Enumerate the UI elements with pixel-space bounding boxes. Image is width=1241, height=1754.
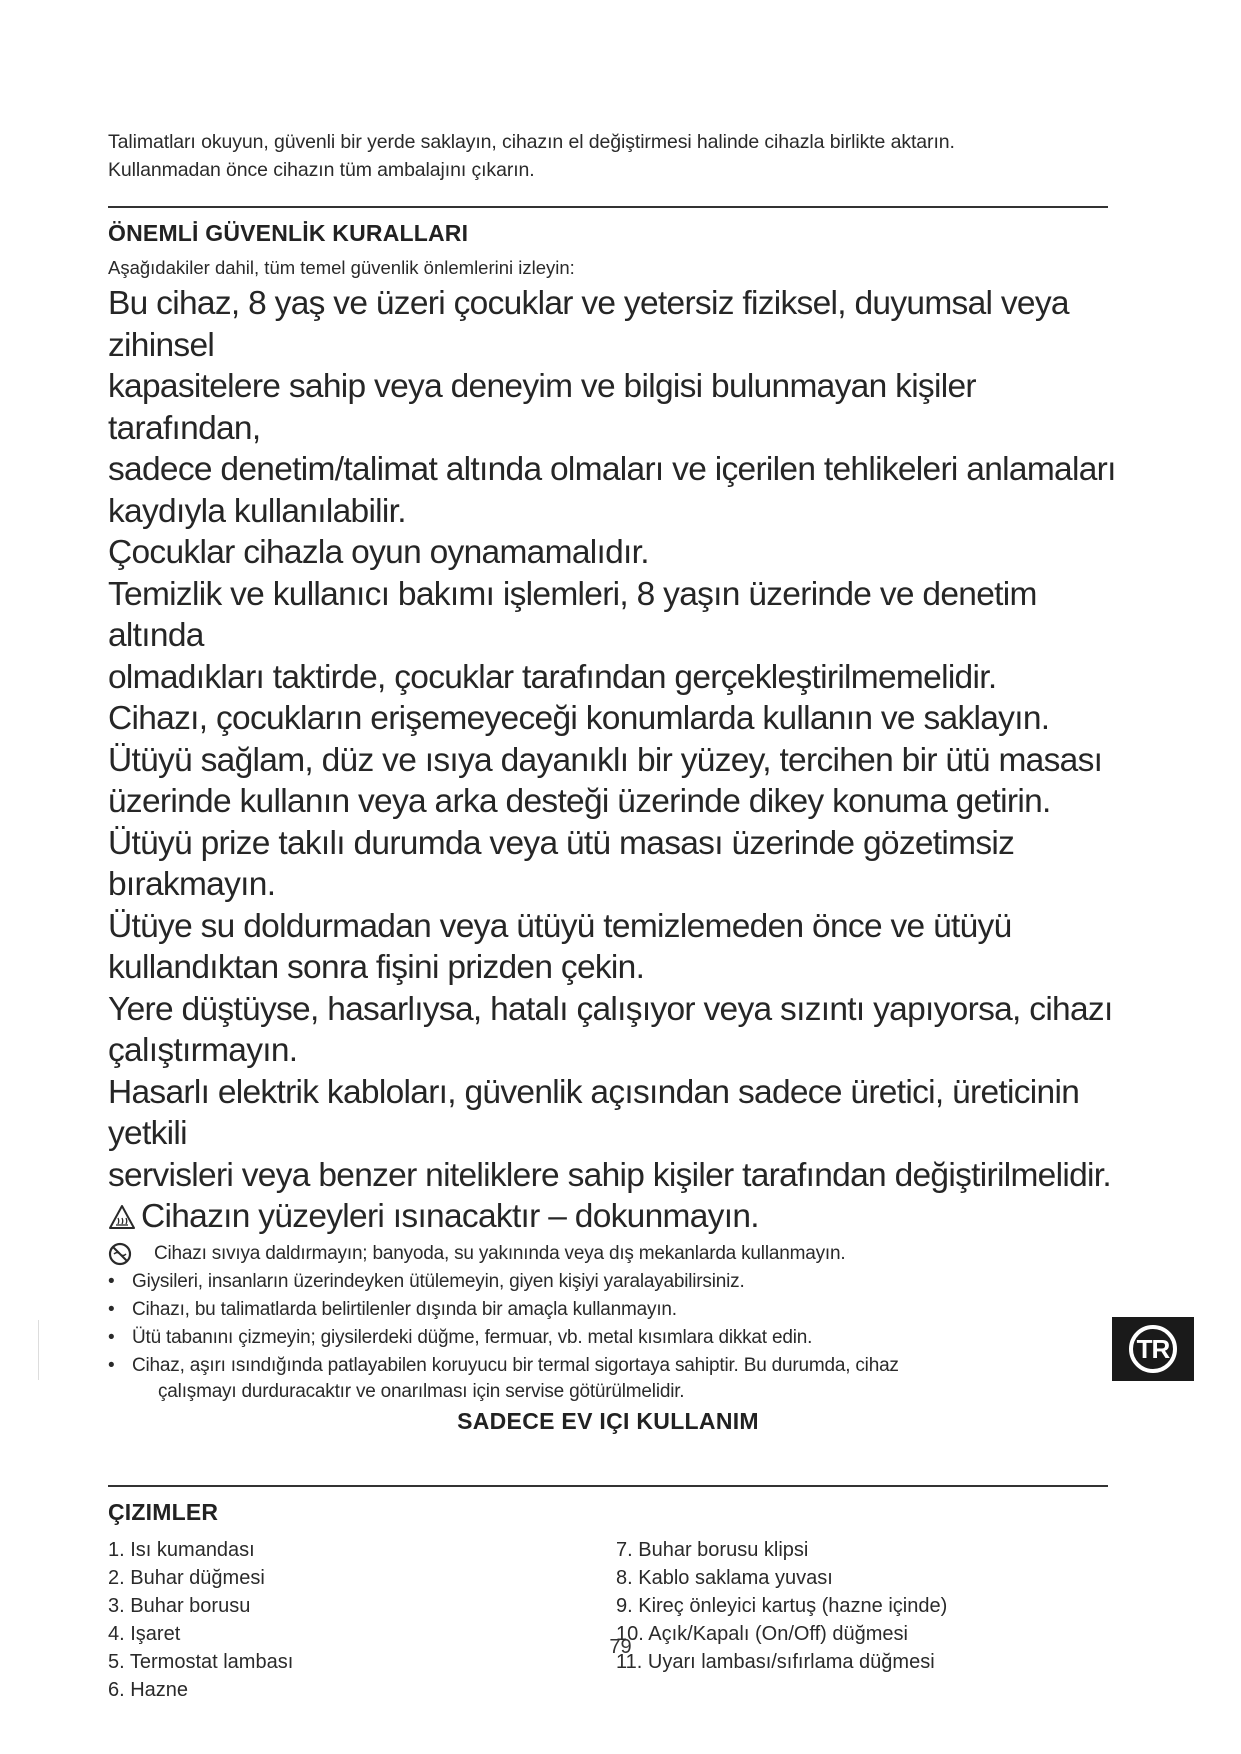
part-item: 4. Işaret <box>108 1622 181 1645</box>
safety-heading: ÖNEMLİ GÜVENLİK KURALLARI <box>108 220 469 246</box>
list-item-text: Cihaz, aşırı ısındığında patlayabilen koruyucu bir termal sigortaya sahiptir. Bu durumda, cihaz <box>132 1354 899 1376</box>
no-immersion-item <box>108 1240 1118 1268</box>
part-item: 3. Buhar borusu <box>108 1594 251 1617</box>
part-item: 8. Kablo saklama yuvası <box>616 1566 833 1589</box>
rule-line: bırakmayın. <box>108 866 276 903</box>
rule-line: kaydıyla kullanılabilir. <box>108 492 406 530</box>
no-water-icon <box>108 1240 154 1268</box>
rule-line: Bu cihaz, 8 yaş ve üzeri çocuklar ve yetersiz fiziksel, duyumsal veya zihinsel <box>108 285 1069 364</box>
list-item <box>108 1352 1118 1380</box>
part-item: 11. Uyarı lambası/sıfırlama düğmesi <box>616 1650 935 1673</box>
rule-line: Temizlik ve kullanıcı bakımı işlemleri, 8 yaşın üzerinde ve denetim altında <box>108 575 1037 654</box>
intro <box>108 128 1118 184</box>
page-number: 79 <box>609 1636 632 1658</box>
list-item <box>108 1268 1118 1296</box>
part-item: 5. Termostat lambası <box>108 1650 294 1673</box>
language-code: TR <box>1129 1325 1177 1373</box>
bullet: • <box>108 1270 115 1292</box>
rule-line: üzerinde kullanın veya arka desteği üzerinde dikey konuma getirin. <box>108 783 1051 820</box>
rule-line: Cihazı, çocukların erişemeyeceği konumlarda kullanın ve saklayın. <box>108 700 1050 737</box>
part-item: 2. Buhar düğmesi <box>108 1566 265 1589</box>
divider <box>108 1485 1108 1487</box>
precautions-list <box>108 1240 1118 1404</box>
page-edge-mark <box>38 1320 39 1380</box>
part-item: 6. Hazne <box>108 1678 189 1701</box>
rule-line: Ütüyü prize takılı durumda veya ütü masası üzerinde gözetimsiz <box>108 824 1015 862</box>
part-item: 7. Buhar borusu klipsi <box>616 1538 809 1561</box>
safety-subheading: Aşağıdakiler dahil, tüm temel güvenlik önlemlerini izleyin: <box>108 257 575 278</box>
part-item: 1. Isı kumandası <box>108 1538 255 1561</box>
bullet: • <box>108 1326 115 1348</box>
bullet: • <box>108 1354 115 1376</box>
list-item-text: Ütü tabanını çizmeyin; giysilerdeki düğme, fermuar, vb. metal kısımlara dikkat edin. <box>132 1326 813 1348</box>
hot-surface-text: Cihazın yüzeyleri ısınacaktır – dokunmayın. <box>141 1198 759 1235</box>
rule-line: servisleri veya benzer niteliklere sahip kişiler tarafından değiştirilmelidir. <box>108 1156 1111 1194</box>
no-immersion-text: Cihazı sıvıya daldırmayın; banyoda, su yakınında veya dış mekanlarda kullanmayın. <box>154 1242 846 1264</box>
rule-line: çalıştırmayın. <box>108 1032 298 1069</box>
rule-line: sadece denetim/talimat altında olmaları ve içerilen tehlikeleri anlamaları <box>108 451 1116 488</box>
language-badge <box>1112 1317 1194 1381</box>
manual-page <box>108 128 1118 1704</box>
rule-line: Hasarlı elektrik kabloları, güvenlik açısından sadece üretici, üreticinin yetkili <box>108 1073 1080 1152</box>
rule-line: Ütüye su doldurmadan veya ütüyü temizlemeden önce ve ütüyü <box>108 907 1012 945</box>
part-item: 9. Kireç önleyici kartuş (hazne içinde) <box>616 1594 948 1617</box>
divider <box>108 206 1108 208</box>
rule-line: kullandıktan sonra fişini prizden çekin. <box>108 949 645 986</box>
hot-surface-icon <box>108 1204 136 1230</box>
part-item: 10. Açık/Kapalı (On/Off) düğmesi <box>616 1622 908 1645</box>
intro-line-1: Talimatları okuyun, güvenli bir yerde saklayın, cihazın el değiştirmesi halinde cihazla birlikte aktarın. <box>108 131 955 153</box>
list-item-continuation: çalışmayı durduracaktır ve onarılması için servise götürülmelidir. <box>158 1380 685 1402</box>
bullet: • <box>108 1298 115 1320</box>
list-item <box>108 1324 1118 1352</box>
rule-line: Ütüyü sağlam, düz ve ısıya dayanıklı bir yüzey, tercihen bir ütü masası <box>108 741 1103 779</box>
parts-list <box>108 1536 1118 1704</box>
household-use-notice: SADECE EV IÇI KULLANIM <box>457 1407 759 1434</box>
intro-line-2: Kullanmadan önce cihazın tüm ambalajını çıkarın. <box>108 159 535 181</box>
list-item-text: Cihazı, bu talimatlarda belirtilenler dışında bir amaçla kullanmayın. <box>132 1298 677 1320</box>
drawings-heading: ÇIZIMLER <box>108 1498 219 1525</box>
list-item <box>108 1296 1118 1324</box>
rule-line: Çocuklar cihazla oyun oynamamalıdır. <box>108 534 649 571</box>
rule-line: olmadıkları taktirde, çocuklar tarafından gerçekleştirilmemelidir. <box>108 658 997 696</box>
parts-column-right <box>616 1536 947 1704</box>
hot-surface-warning <box>108 1196 1118 1238</box>
rule-line: Yere düştüyse, hasarlıysa, hatalı çalışıyor veya sızıntı yapıyorsa, cihazı <box>108 990 1113 1028</box>
parts-column-left <box>108 1536 616 1704</box>
list-item-text: Giysileri, insanların üzerindeyken ütülemeyin, giyen kişiyi yaralayabilirsiniz. <box>132 1270 745 1292</box>
rule-line: kapasitelere sahip veya deneyim ve bilgisi bulunmayan kişiler tarafından, <box>108 368 976 447</box>
safety-rules <box>108 283 1118 1238</box>
